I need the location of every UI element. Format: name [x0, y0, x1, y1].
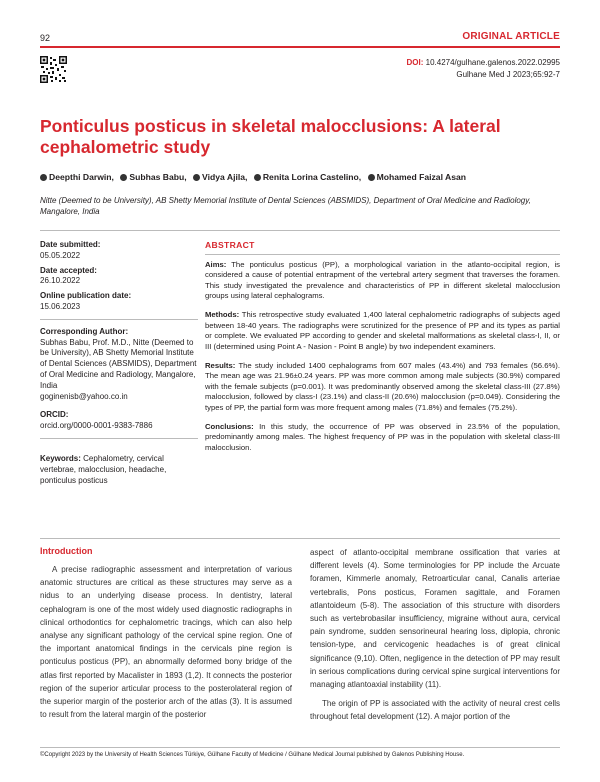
conclusions-label: Conclusions:: [205, 421, 254, 431]
accepted-label: Date accepted:: [40, 265, 97, 275]
body-paragraph: aspect of atlanto-occipital membrane ossification that varies at different levels (4). Some terminologies for PP include the Arcuate foramen, Kimmerle anomaly, Retroarticular canal, Canalis arteriae vertebralis, Pons posticus, Foramen sagittale, and Foramen atlantoideum (5-8). The association of this structure with disorders such as vertebrobasilar insufficiency, migraine without aura, cervical pain syndrome, sudden sensorineural hearing loss, diplopia, chronic tension-type, and cervicogenic headaches is of great clinical significance (9,10). Often, negligence in the detection of PP may result in serious complications during cervical spine surgical interventions for managing atlantoaxial instability (11).: [310, 548, 560, 690]
qr-code-icon: [40, 56, 67, 83]
conclusions-text: In this study, the occurrence of PP was observed in 23.5% of the population, predominantly among males. The highest frequency of PP was in the population with skeletal class-III malocclusion.: [205, 421, 560, 452]
author-item: [193, 172, 247, 182]
corresponding-author-email[interactable]: goginenisb@yahoo.co.in: [40, 391, 128, 401]
footer-divider: [40, 747, 560, 748]
copyright-footer: ©Copyright 2023 by the University of Health Sciences Türkiye, Gülhane Faculty of Medicine / Gülhane Medical Journal published by Galenos Publishing House.: [40, 752, 465, 758]
abstract: [205, 240, 560, 462]
orcid-value[interactable]: orcid.org/0000-0001-9383-7886: [40, 421, 153, 431]
results-label: Results:: [205, 360, 236, 370]
abstract-conclusions: [205, 422, 560, 454]
author-item: [120, 172, 186, 182]
body-paragraph: A precise radiographic assessment and interpretation of various anatomic structures are critical as these structures may serve as a nidus to an underlying disease process. In dentistry, lateral cephalogram is one of the most widely used diagnostic radiographs in clinical orthodontics for cephalometric tracings, which can also help analyse any significant pathology of the cervical spine region. One of the important anatomical findings in the cervicals pine region is ponticulus posticus (PP), an abnormally deformed bony bridge of the atlas first reported by Macalister in 1893 (1,2). It connects the posterior region of the superior articular process to the posterolateral region of the superior margin of the posterior arch of the atlas (3). It is assumed to result from the lateral margin of the posterior: [40, 565, 292, 720]
section-divider: [40, 230, 560, 231]
orcid-icon[interactable]: [120, 174, 127, 181]
affiliation: Nitte (Deemed to be University), AB Shetty Memorial Institute of Dental Sciences (ABSMIDS), Department of Oral Medicine and Radiology, Mangalore, India: [40, 196, 531, 216]
doi-label: DOI:: [406, 58, 424, 67]
article-title: Ponticulus posticus in skeletal malocclusions: A lateral cephalometric study: [40, 116, 501, 157]
submitted-value: 05.05.2022: [40, 250, 81, 260]
abstract-methods: [205, 310, 560, 352]
aims-label: Aims:: [205, 259, 227, 269]
introduction-heading: Introduction: [40, 546, 93, 556]
body-column-left: [40, 563, 292, 721]
article-meta-sidebar: [40, 240, 198, 486]
body-column-right: [310, 546, 560, 724]
corresponding-author-label: Corresponding Author:: [40, 326, 129, 336]
doi-value[interactable]: 10.4274/gulhane.galenos.2022.02995: [425, 58, 560, 67]
abstract-heading: ABSTRACT: [205, 240, 560, 255]
author-name: Mohamed Faizal Asan: [376, 172, 467, 182]
author-name: Subhas Babu,: [129, 172, 187, 182]
online-publication-value: 15.06.2023: [40, 301, 81, 311]
abstract-aims: [205, 260, 560, 302]
author-name: Vidya Ajila,: [202, 172, 248, 182]
results-text: The study included 1400 cephalograms from 607 males (43.4%) and 793 females (56.6%). The mean age was 21.96±0.24 years. PP was more common among male subjects (30.9%) compared with the female subjects (p=0.001). It was predominantly observed among the skeletal class-III (27.8%) malocclusion, followed by class-I (23.1%) and class-II (20.6%) malocclusion (p=0.049). Considering the types of PP, the partial form was more frequent among males (71.8%) and females (75.2%).: [205, 360, 561, 412]
article-type-label: ORIGINAL ARTICLE: [462, 31, 560, 42]
online-publication-label: Online publication date:: [40, 291, 132, 301]
journal-citation: Gulhane Med J 2023;65:92-7: [456, 70, 560, 79]
body-paragraph: The origin of PP is associated with the activity of neural crest cells throughout fetal development (12). A major portion of the: [310, 699, 560, 722]
author-name: Deepthi Darwin,: [49, 172, 114, 182]
submitted-label: Date submitted:: [40, 240, 101, 249]
author-item: [368, 172, 466, 182]
page-number: 92: [40, 33, 51, 43]
corresponding-author-text: Subhas Babu, Prof. M.D., Nitte (Deemed to be University), AB Shetty Memorial Institute of Dental Sciences (ABSMIDS), Department of Oral Medicine and Radiology, Mangalore, India: [40, 337, 197, 390]
keywords-label: Keywords:: [40, 453, 81, 463]
abstract-results: [205, 361, 560, 414]
meta-divider: [40, 438, 198, 439]
keywords-value: Cephalometry, cervical vertebrae, malocclusion, headache, ponticulus posticus: [40, 453, 167, 485]
accepted-value: 26.10.2022: [40, 276, 81, 286]
orcid-icon[interactable]: [40, 174, 47, 181]
orcid-icon[interactable]: [368, 174, 375, 181]
aims-text: The ponticulus posticus (PP), a morphological variation in the atlanto-occipital region, is considered a cause of potential entrapment of the vertebral artery segment that traverses the foramen. This study investigated the prevalence and characteristics of PP in different skeletal malocclusion groups using lateral cephalograms.: [205, 259, 561, 300]
methods-text: This retrospective study evaluated 1,400 lateral cephalometric radiographs of subjects aged between 18-40 years. The radiographs were scrutinized for the presence of PP and its types as partial or complete. We evaluated PP according to gender and skeletal malformations as skeletal class-I, II, or III (determined using Point A - Nasion - Point B angle) by two independent examiners.: [205, 310, 560, 351]
methods-label: Methods:: [205, 310, 240, 319]
orcid-label: ORCID:: [40, 410, 69, 420]
author-item: [254, 172, 361, 182]
meta-divider: [40, 319, 198, 320]
orcid-icon[interactable]: [193, 174, 200, 181]
keywords: [40, 454, 198, 486]
author-name: Renita Lorina Castelino,: [262, 172, 362, 182]
orcid-icon[interactable]: [254, 174, 261, 181]
doi-line: [407, 57, 560, 69]
header-divider: [40, 46, 560, 48]
author-list: [40, 172, 560, 182]
body-divider: [40, 538, 560, 539]
author-item: [40, 172, 114, 182]
